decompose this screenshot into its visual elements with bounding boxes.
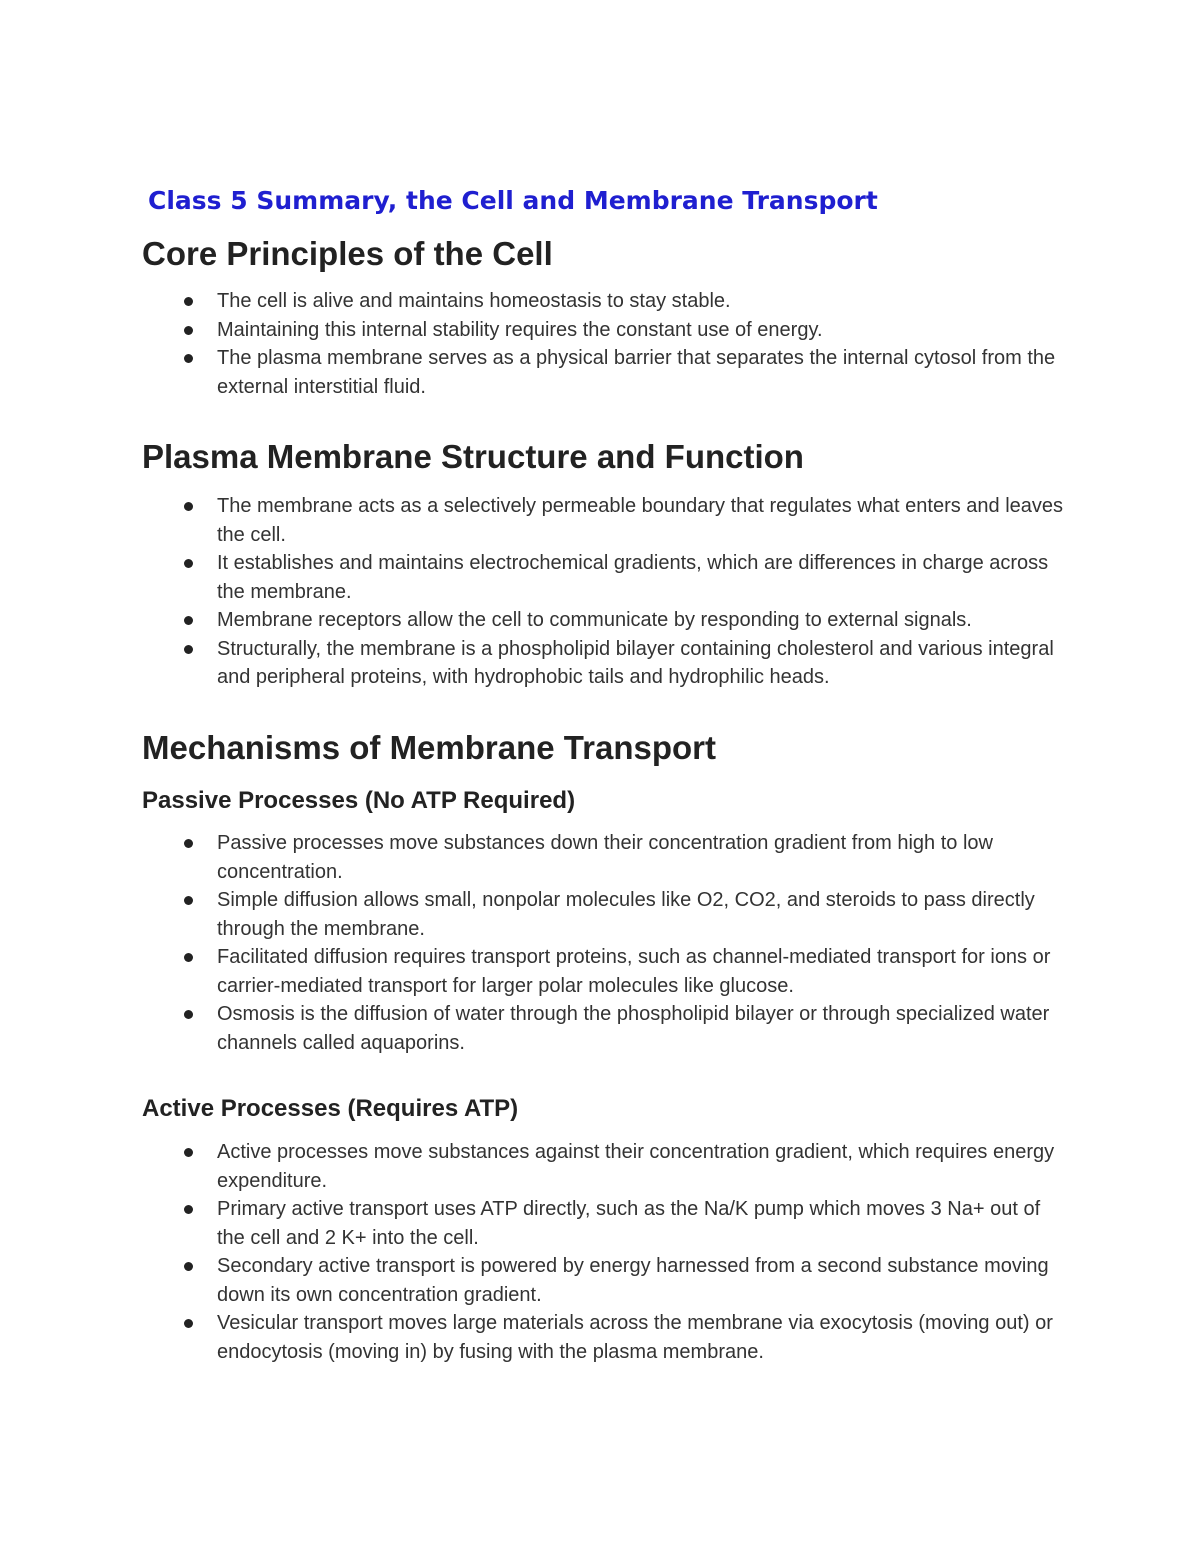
bullet-icon: [184, 616, 193, 625]
bullet-icon: [184, 1010, 193, 1019]
passive-bullet-list: [142, 829, 1072, 1057]
membrane-bullet-list: [142, 492, 1072, 692]
list-item: Secondary active transport is powered by energy harnessed from a second substance moving down its own concentration gradient.: [142, 1252, 1072, 1309]
list-item: It establishes and maintains electrochemical gradients, which are differences in charge across the membrane.: [142, 549, 1072, 606]
subsection-passive-processes: [142, 786, 1072, 1057]
list-item: Primary active transport uses ATP directly, such as the Na/K pump which moves 3 Na+ out of the cell and 2 K+ into the cell.: [142, 1195, 1072, 1252]
subsection-heading-passive: Passive Processes (No ATP Required): [142, 787, 576, 814]
bullet-icon: [184, 896, 193, 905]
bullet-icon: [184, 1319, 193, 1328]
list-item: Vesicular transport moves large materials across the membrane via exocytosis (moving out) or endocytosis (moving in) by fusing with the plasma membrane.: [142, 1309, 1072, 1366]
bullet-icon: [184, 354, 193, 363]
list-item: Maintaining this internal stability requires the constant use of energy.: [142, 316, 1072, 345]
section-heading-core: Core Principles of the Cell: [142, 235, 553, 272]
list-item: The plasma membrane serves as a physical barrier that separates the internal cytosol from the external interstitial fluid.: [142, 344, 1072, 401]
active-bullet-list: [142, 1138, 1072, 1366]
subsection-active-processes: [142, 1094, 1072, 1366]
list-item: Osmosis is the diffusion of water through the phospholipid bilayer or through specialized water channels called aquaporins.: [142, 1000, 1072, 1057]
list-item: Active processes move substances against their concentration gradient, which requires energy expenditure.: [142, 1138, 1072, 1195]
section-core-principles: [142, 234, 1072, 401]
bullet-icon: [184, 297, 193, 306]
bullet-icon: [184, 645, 193, 654]
list-item: The cell is alive and maintains homeostasis to stay stable.: [142, 287, 1072, 316]
list-item: Structurally, the membrane is a phospholipid bilayer containing cholesterol and various integral and peripheral proteins, with hydrophobic tails and hydrophilic heads.: [142, 635, 1072, 692]
list-item: The membrane acts as a selectively permeable boundary that regulates what enters and leaves the cell.: [142, 492, 1072, 549]
bullet-icon: [184, 559, 193, 568]
list-item: Facilitated diffusion requires transport proteins, such as channel-mediated transport for ions or carrier-mediated transport for larger polar molecules like glucose.: [142, 943, 1072, 1000]
bullet-icon: [184, 326, 193, 335]
bullet-icon: [184, 502, 193, 511]
bullet-icon: [184, 953, 193, 962]
list-item: Membrane receptors allow the cell to communicate by responding to external signals.: [142, 606, 1072, 635]
list-item: Passive processes move substances down their concentration gradient from high to low concentration.: [142, 829, 1072, 886]
bullet-icon: [184, 1205, 193, 1214]
section-membrane-transport: [142, 728, 1072, 768]
list-item: Simple diffusion allows small, nonpolar molecules like O2, CO2, and steroids to pass directly through the membrane.: [142, 886, 1072, 943]
bullet-icon: [184, 1262, 193, 1271]
document-title: Class 5 Summary, the Cell and Membrane Transport: [148, 186, 878, 215]
section-heading-transport: Mechanisms of Membrane Transport: [142, 729, 716, 766]
core-bullet-list: [142, 287, 1072, 401]
bullet-icon: [184, 1148, 193, 1157]
bullet-icon: [184, 839, 193, 848]
subsection-heading-active: Active Processes (Requires ATP): [142, 1095, 519, 1122]
section-plasma-membrane: [142, 437, 1072, 692]
section-heading-membrane: Plasma Membrane Structure and Function: [142, 438, 804, 475]
